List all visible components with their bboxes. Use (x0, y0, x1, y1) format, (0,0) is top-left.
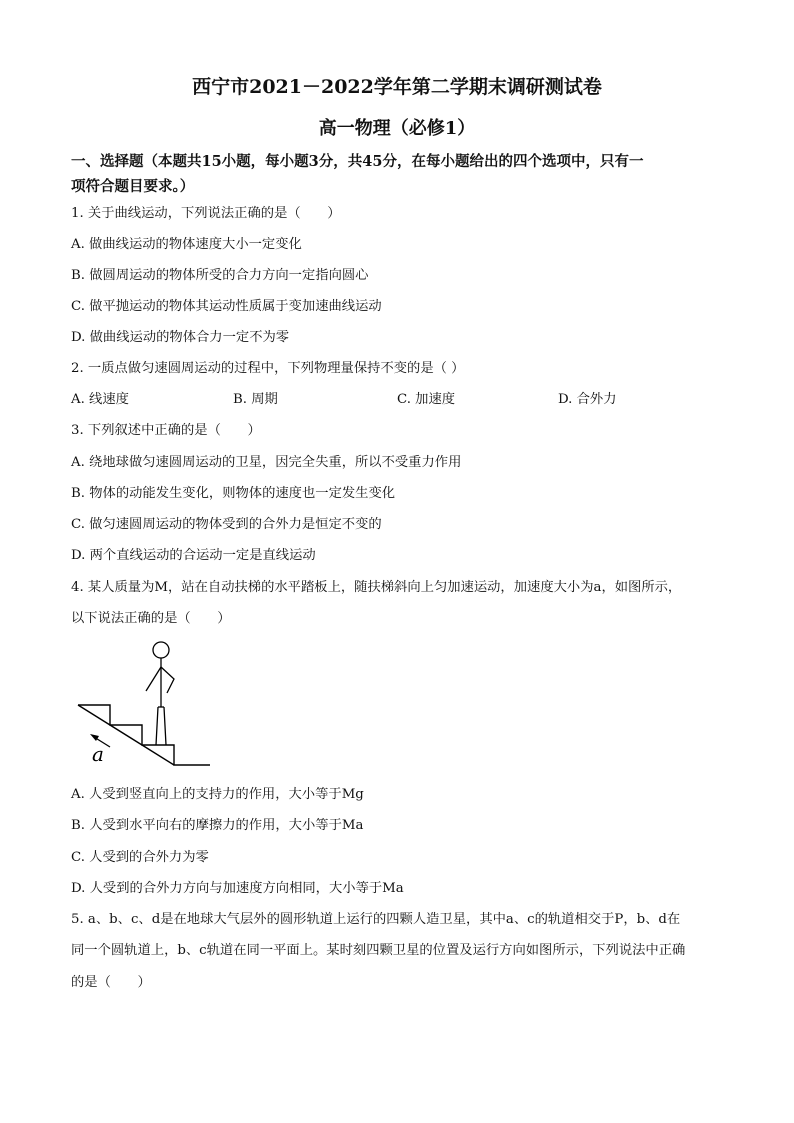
question-1-option-c: C. 做平抛运动的物体其运动性质属于变加速曲线运动 (71, 299, 382, 314)
question-4-option-b: B. 人受到水平向右的摩擦力的作用，大小等于Ma (71, 818, 364, 833)
escalator-figure (70, 635, 220, 770)
question-2-stem: 2. 一质点做匀速圆周运动的过程中，下列物理量保持不变的是（ ） (71, 361, 465, 376)
question-2-option-a: A. 线速度 (71, 392, 129, 407)
question-3-stem: 3. 下列叙述中正确的是（ ） (71, 423, 261, 438)
question-3-option-c: C. 做匀速圆周运动的物体受到的合外力是恒定不变的 (71, 517, 382, 532)
page-title: 西宁市2021－2022学年第二学期末调研测试卷 (192, 76, 602, 98)
question-5-stem-line2: 同一个圆轨道上，b、c轨道在同一平面上。某时刻四颗卫星的位置及运行方向如图所示，下列说法中正确 (71, 943, 686, 958)
question-4-option-d: D. 人受到的合外力方向与加速度方向相同，大小等于Ma (71, 881, 404, 896)
question-5-stem-line1: 5. a、b、c、d是在地球大气层外的圆形轨道上运行的四颗人造卫星，其中a、c的轨道相交于P，b、d在 (71, 912, 681, 927)
question-3-option-d: D. 两个直线运动的合运动一定是直线运动 (71, 548, 316, 563)
question-5-stem-line3: 的是（ ） (71, 975, 151, 990)
section-heading-line2: 项符合题目要求。） (71, 178, 195, 195)
question-2-option-d: D. 合外力 (558, 392, 617, 407)
question-4-option-a: A. 人受到竖直向上的支持力的作用，大小等于Mg (71, 787, 364, 802)
question-3-option-a: A. 绕地球做匀速圆周运动的卫星，因完全失重，所以不受重力作用 (71, 455, 462, 470)
question-1-option-b: B. 做圆周运动的物体所受的合力方向一定指向圆心 (71, 268, 369, 283)
question-4-stem-line2: 以下说法正确的是（ ） (71, 611, 231, 626)
acceleration-label: a (92, 742, 104, 766)
question-1-stem: 1. 关于曲线运动，下列说法正确的是（ ） (71, 206, 341, 221)
question-4-stem-line1: 4. 某人质量为M，站在自动扶梯的水平踏板上，随扶梯斜向上匀加速运动，加速度大小为a，如图所示， (71, 580, 682, 595)
question-3-option-b: B. 物体的动能发生变化，则物体的速度也一定发生变化 (71, 486, 396, 501)
question-4-option-c: C. 人受到的合外力为零 (71, 850, 209, 865)
question-2-option-c: C. 加速度 (397, 392, 456, 407)
question-1-option-a: A. 做曲线运动的物体速度大小一定变化 (71, 237, 302, 252)
section-heading-line1: 一、选择题（本题共15小题，每小题3分，共45分，在每小题给出的四个选项中，只有一 (71, 153, 644, 170)
question-2-option-b: B. 周期 (233, 392, 278, 407)
question-1-option-d: D. 做曲线运动的物体合力一定不为零 (71, 330, 290, 345)
page-subtitle: 高一物理（必修1） (318, 118, 476, 139)
